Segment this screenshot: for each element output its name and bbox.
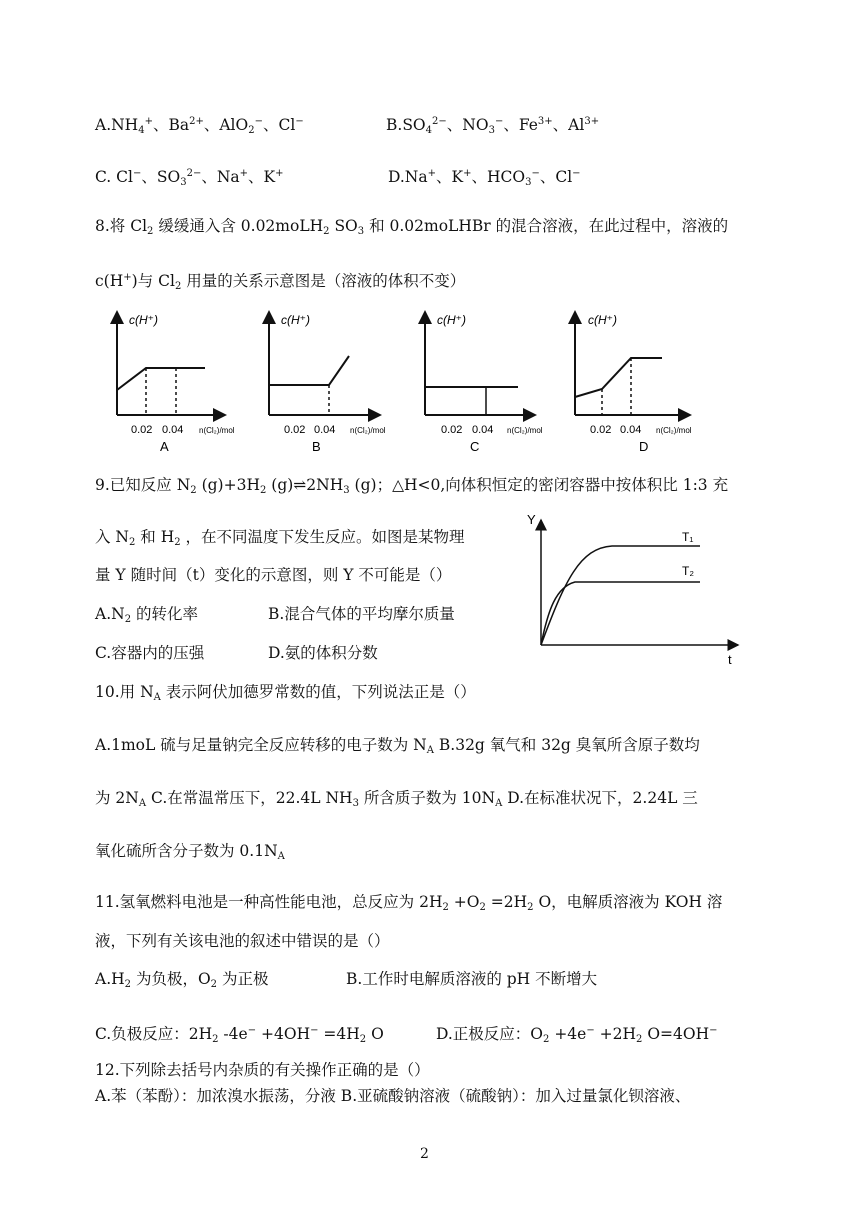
q8-graph-d-tick2: 0.04: [620, 424, 642, 436]
q12-stem: 12.下列除去括号内杂质的有关操作正确的是（）: [95, 1061, 430, 1079]
q8-graph-a-letter: A: [160, 439, 169, 454]
q8-graph-c-xlabel: n(Cl₂)/mol: [507, 426, 543, 435]
q8-graph-d: [575, 312, 692, 454]
q7-option-a: $A.NH_4^+$、$Ba^{2+}$、AlO$_2$−、Cl−: [95, 116, 304, 136]
q8-graph-a-xlabel: n(Cl₂)/mol: [199, 426, 235, 435]
q12-line2: A.苯（苯酚）：加浓溴水振荡，分液 B.亚硫酸钠溶液（硫酸钠）：加入过量氯化钡溶液、: [95, 1087, 691, 1105]
q8-graph-b-ylabel: c(H⁺): [281, 313, 310, 327]
q11-option-a: $A.H_2$ 为负极，$O_2$ 为正极: [95, 970, 269, 990]
q8-graph-d-ylabel: c(H⁺): [588, 313, 617, 327]
q8-stem-line2: c(H+)与 $Cl_2$ 用量的关系示意图是（溶液的体积不变）: [95, 272, 466, 292]
q9-curve-t1: [541, 546, 700, 645]
q11-stem-line1: 11.氢氧燃料电池是一种高性能电池，总反应为 $2H_2 +O_2 =2H_2$ O，电解质溶液为 KOH 溶: [95, 893, 723, 913]
q8-graphs: [0, 300, 860, 460]
q8-graph-a-tick2: 0.04: [162, 424, 184, 436]
q10-stem: 10.用 $N_A$ 表示阿伏加德罗常数的值，下列说法正是（）: [95, 683, 476, 703]
q10-line4: 氧化硫所含分子数为 $0.1N_A$: [95, 842, 285, 862]
q8-stem-line1: 8.将 $Cl_2$ 缓缓通入含 0.02moLH$_2$ $SO_3$ 和 0.02moLHBr 的混合溶液，在此过程中，溶液的: [95, 217, 729, 237]
page-number: 2: [420, 1146, 429, 1162]
q8-graph-a-tick1: 0.02: [131, 424, 153, 436]
q9-graph-ylabel: Y: [527, 512, 536, 527]
q8-graph-a: [117, 312, 235, 454]
q8-graph-d-letter: D: [639, 439, 649, 454]
q8-graph-c: [425, 312, 543, 454]
q8-graph-d-tick1: 0.02: [590, 424, 612, 436]
q9-stem-line3: 量 Y 随时间（t）变化的示意图，则 Y 不可能是（）: [95, 566, 452, 584]
q11-option-b: B.工作时电解质溶液的 pH 不断增大: [346, 970, 598, 988]
q7-option-c: C. Cl−、$SO_3^{2-}$、Na+、K+: [95, 168, 284, 188]
q9-option-b: B.混合气体的平均摩尔质量: [268, 605, 455, 623]
q9-label-t2: T₂: [682, 564, 694, 578]
q7-option-d: D.Na+、K+、$HCO_3^-$、Cl−: [388, 168, 581, 188]
q11-option-d: D.正极反应：$O_2 +4e^- +2H_2$ O=4OH−: [436, 1025, 718, 1045]
q9-stem-line1: 9.已知反应 $N_2$ $(g)+3H_2$ $(g)\rightleftharpoons 2NH_3$ (g)；△H<0,向体积恒定的密闭容器中按体积比 1:3 充: [95, 476, 729, 496]
q8-graph-b-xlabel: n(Cl₂)/mol: [350, 426, 386, 435]
q10-line2: A.1moL 硫与足量钠完全反应转移的电子数为 $N_A$ B.32g 氧气和 32g 臭氧所含原子数均: [95, 736, 700, 756]
q8-graph-c-letter: C: [470, 439, 480, 454]
q9-option-d: D.氨的体积分数: [268, 644, 378, 662]
q8-graph-c-ylabel: c(H⁺): [437, 313, 466, 327]
q11-option-c: C.负极反应：$2H_2$ $-4e^- +4OH^- =4H_2$ O: [95, 1025, 384, 1045]
q8-graph-c-tick2: 0.04: [472, 424, 494, 436]
q9-graph-xlabel: t: [728, 652, 732, 667]
q8-graph-a-ylabel: c(H⁺): [129, 313, 158, 327]
q9-curve-t2: [541, 582, 700, 645]
q8-graph-b: [269, 312, 386, 454]
q10-line3: 为 $2N_A$ C.在常温常压下，22.4L $NH_3$ 所含质子数为 $10N_A$ D.在标准状况下，2.24L 三: [95, 789, 698, 809]
q7-option-b: $B.SO_4^{2-}$、$NO_3^-$、$Fe^{3+}$、$Al^{3+}$: [386, 116, 600, 136]
q8-graph-c-tick1: 0.02: [441, 424, 463, 436]
q11-stem-line2: 液，下列有关该电池的叙述中错误的是（）: [95, 932, 390, 950]
q9-option-a: $A.N_2$ 的转化率: [95, 605, 198, 625]
q8-graph-b-tick2: 0.04: [314, 424, 336, 436]
q9-graph: [520, 508, 750, 668]
q9-stem-line2: 入 $N_2$ 和 $H_2$ ，在不同温度下发生反应。如图是某物理: [95, 528, 465, 548]
q8-graph-d-xlabel: n(Cl₂)/mol: [656, 426, 692, 435]
q9-label-t1: T₁: [682, 530, 694, 544]
q8-graph-b-letter: B: [312, 439, 321, 454]
q8-graph-b-tick1: 0.02: [284, 424, 306, 436]
q9-option-c: C.容器内的压强: [95, 644, 205, 662]
